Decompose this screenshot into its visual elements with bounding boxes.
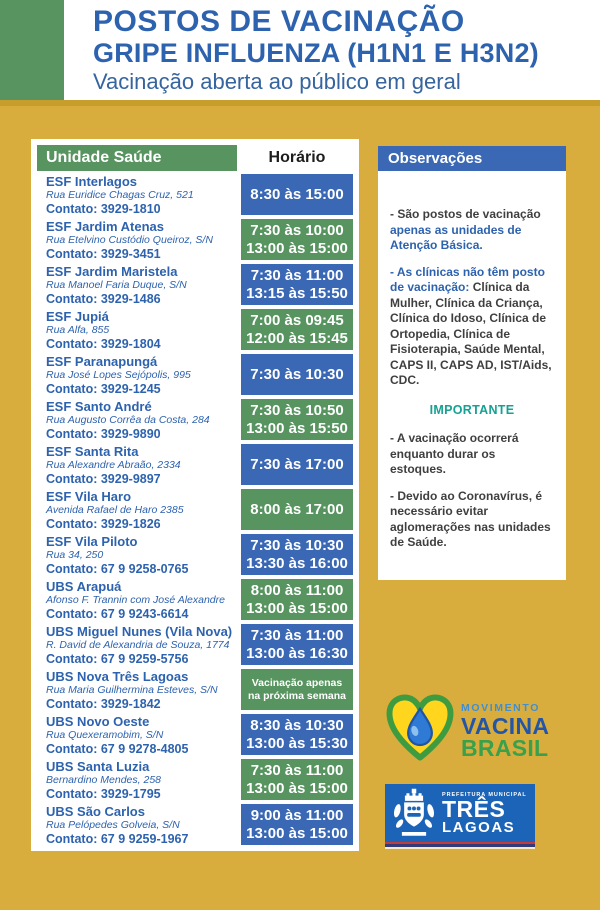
table-row xyxy=(37,759,353,800)
tres-lagoas-wordmark xyxy=(442,791,527,835)
unit-address: Rua Pelópedes Golveia, S/N xyxy=(46,819,180,831)
unit-contact: Contato: 67 9 9243-6614 xyxy=(46,607,189,620)
unit-address: Afonso F. Trannin com José Alexandre xyxy=(46,594,225,606)
observation-item xyxy=(390,207,554,254)
unit-cell xyxy=(37,354,237,395)
unit-contact: Contato: 3929-9897 xyxy=(46,472,161,485)
unit-address: Rua 34, 250 xyxy=(46,549,104,561)
table-body xyxy=(37,174,353,845)
unit-schedule: 9:00 às 11:00 13:00 às 15:00 xyxy=(241,804,353,845)
movimento-label: MOVIMENTO xyxy=(461,701,540,714)
unit-cell xyxy=(37,759,237,800)
column-header-schedule: Horário xyxy=(241,145,353,171)
unit-name: ESF Jardim Maristela xyxy=(46,264,178,279)
page-title: POSTOS DE VACINAÇÃO xyxy=(93,5,465,38)
table-row xyxy=(37,669,353,710)
unit-name: ESF Vila Haro xyxy=(46,489,132,504)
unit-contact: Contato: 3929-1826 xyxy=(46,517,161,530)
schedule-table xyxy=(31,139,359,851)
unit-schedule: 8:00 às 17:00 xyxy=(241,489,353,530)
observations-panel xyxy=(378,146,566,580)
vacina-brasil-logo xyxy=(383,686,571,770)
unit-address: Rua Augusto Corrêa da Costa, 284 xyxy=(46,414,210,426)
unit-name: ESF Vila Piloto xyxy=(46,534,138,549)
unit-name: UBS São Carlos xyxy=(46,804,145,819)
table-row xyxy=(37,444,353,485)
unit-address: Rua Alfa, 855 xyxy=(46,324,110,336)
unit-name: UBS Nova Três Lagoas xyxy=(46,669,189,684)
unit-address: Rua Euridice Chagas Cruz, 521 xyxy=(46,189,194,201)
unit-name: ESF Interlagos xyxy=(46,174,138,189)
table-row xyxy=(37,264,353,305)
unit-contact: Contato: 3929-1810 xyxy=(46,202,161,215)
unit-name: ESF Paranapungá xyxy=(46,354,158,369)
unit-cell xyxy=(37,489,237,530)
unit-schedule: 7:00 às 09:45 12:00 às 15:45 xyxy=(241,309,353,350)
observation-item xyxy=(390,265,554,389)
prefeitura-label: PREFEITURA MUNICIPAL xyxy=(442,792,527,798)
unit-schedule: 8:30 às 15:00 xyxy=(241,174,353,215)
unit-schedule: 7:30 às 17:00 xyxy=(241,444,353,485)
table-row xyxy=(37,534,353,575)
table-row xyxy=(37,219,353,260)
tres-lagoas-crest-icon xyxy=(391,788,437,838)
unit-address: Rua Quexeramobim, S/N xyxy=(46,729,164,741)
unit-cell xyxy=(37,219,237,260)
unit-name: ESF Jupiá xyxy=(46,309,109,324)
observation-item: - A vacinação ocorrerá enquanto durar os estoques. xyxy=(390,431,519,476)
unit-contact: Contato: 67 9 9259-1967 xyxy=(46,832,189,845)
vacina-brasil-wordmark xyxy=(461,698,549,759)
table-row xyxy=(37,399,353,440)
table-row xyxy=(37,579,353,620)
unit-contact: Contato: 3929-1804 xyxy=(46,337,161,350)
header-green-block xyxy=(0,0,64,100)
unit-address: Bernardino Mendes, 258 xyxy=(46,774,161,786)
unit-name: ESF Santo André xyxy=(46,399,152,414)
tres-lagoas-box xyxy=(385,784,535,842)
unit-name: UBS Miguel Nunes (Vila Nova) xyxy=(46,624,233,639)
unit-contact: Contato: 3929-1486 xyxy=(46,292,161,305)
unit-cell xyxy=(37,579,237,620)
unit-contact: Contato: 3929-1842 xyxy=(46,697,161,710)
observations-title: Observações xyxy=(378,146,566,171)
unit-address: Rua Manoel Faria Duque, S/N xyxy=(46,279,187,291)
table-row xyxy=(37,624,353,665)
unit-name: UBS Santa Luzia xyxy=(46,759,150,774)
unit-contact: Contato: 67 9 9258-0765 xyxy=(46,562,189,575)
tres-label: TRÊS xyxy=(442,796,506,822)
observation-item: - Devido ao Coronavírus, é necessário evitar aglomerações nas unidades de Saúde. xyxy=(390,488,551,549)
table-header xyxy=(37,145,353,171)
unit-cell xyxy=(37,309,237,350)
vacina-label: VACINA xyxy=(461,712,550,739)
tres-lagoas-logo xyxy=(385,784,535,849)
observation-text-highlight: - As clínicas não têm posto de vacinação: xyxy=(390,264,545,294)
unit-address: Rua José Lopes Sejópolis, 995 xyxy=(46,369,191,381)
unit-address: Rua Etelvino Custódio Queiroz, S/N xyxy=(46,234,213,246)
unit-address: R. David de Alexandria de Souza, 1774 xyxy=(46,639,230,651)
unit-contact: Contato: 3929-9890 xyxy=(46,427,161,440)
unit-schedule: 7:30 às 11:00 13:15 às 15:50 xyxy=(241,264,353,305)
unit-cell xyxy=(37,399,237,440)
unit-schedule: 7:30 às 10:30 xyxy=(241,354,353,395)
unit-schedule: 7:30 às 10:00 13:00 às 15:00 xyxy=(241,219,353,260)
unit-name: UBS Arapuá xyxy=(46,579,122,594)
unit-cell xyxy=(37,714,237,755)
unit-cell xyxy=(37,264,237,305)
table-row xyxy=(37,714,353,755)
unit-cell xyxy=(37,534,237,575)
unit-contact: Contato: 3929-1245 xyxy=(46,382,161,395)
unit-cell xyxy=(37,669,237,710)
unit-contact: Contato: 67 9 9259-5756 xyxy=(46,652,189,665)
unit-name: ESF Jardim Atenas xyxy=(46,219,165,234)
unit-schedule: 7:30 às 10:30 13:30 às 16:00 xyxy=(241,534,353,575)
observation-text-highlight: apenas as unidades de Atenção Básica. xyxy=(390,222,522,252)
table-row xyxy=(37,804,353,845)
unit-address: Avenida Rafael de Haro 2385 xyxy=(46,504,184,516)
unit-schedule: Vacinação apenas na próxima semana xyxy=(241,669,353,710)
unit-cell xyxy=(37,804,237,845)
column-header-unit: Unidade Saúde xyxy=(37,145,237,171)
unit-schedule: 8:00 às 11:00 13:00 às 15:00 xyxy=(241,579,353,620)
unit-cell xyxy=(37,624,237,665)
unit-address: Rua Maria Guilhermina Esteves, S/N xyxy=(46,684,218,696)
unit-contact: Contato: 3929-1795 xyxy=(46,787,161,800)
unit-schedule: 7:30 às 10:50 13:00 às 15:50 xyxy=(241,399,353,440)
table-row xyxy=(37,354,353,395)
header-text xyxy=(93,6,539,96)
unit-cell xyxy=(37,174,237,215)
lagoas-label: LAGOAS xyxy=(442,819,516,836)
unit-address: Rua Alexandre Abraão, 2334 xyxy=(46,459,181,471)
unit-cell xyxy=(37,444,237,485)
unit-schedule: 7:30 às 11:00 13:00 às 15:00 xyxy=(241,759,353,800)
table-row xyxy=(37,174,353,215)
brasil-label: BRASIL xyxy=(461,734,549,761)
logo-stripe-cream xyxy=(385,847,535,849)
unit-schedule: 7:30 às 11:00 13:00 às 16:30 xyxy=(241,624,353,665)
unit-contact: Contato: 3929-3451 xyxy=(46,247,161,260)
header xyxy=(0,0,600,100)
observations-body xyxy=(378,171,566,580)
table-row xyxy=(37,309,353,350)
heart-droplet-icon xyxy=(383,689,457,767)
unit-schedule: 8:30 às 10:30 13:00 às 15:30 xyxy=(241,714,353,755)
important-label: IMPORTANTE xyxy=(429,402,515,417)
table-row xyxy=(37,489,353,530)
page-subtitle-open: Vacinação aberta ao público em geral xyxy=(93,69,461,94)
unit-name: UBS Novo Oeste xyxy=(46,714,150,729)
unit-name: ESF Santa Rita xyxy=(46,444,139,459)
unit-contact: Contato: 67 9 9278-4805 xyxy=(46,742,189,755)
observation-text: Clínica da Mulher, Clínica da Criança, Clínica do Idoso, Clínica de Ortopedia, Clínica de Fisioterapia, Saúde Mental, CAPS II, CAPS AD, IST/Aids, CDC. xyxy=(390,280,552,387)
page-subtitle-influenza: GRIPE INFLUENZA (H1N1 E H3N2) xyxy=(93,38,539,68)
observation-text: - São postos de vacinação xyxy=(390,207,541,221)
